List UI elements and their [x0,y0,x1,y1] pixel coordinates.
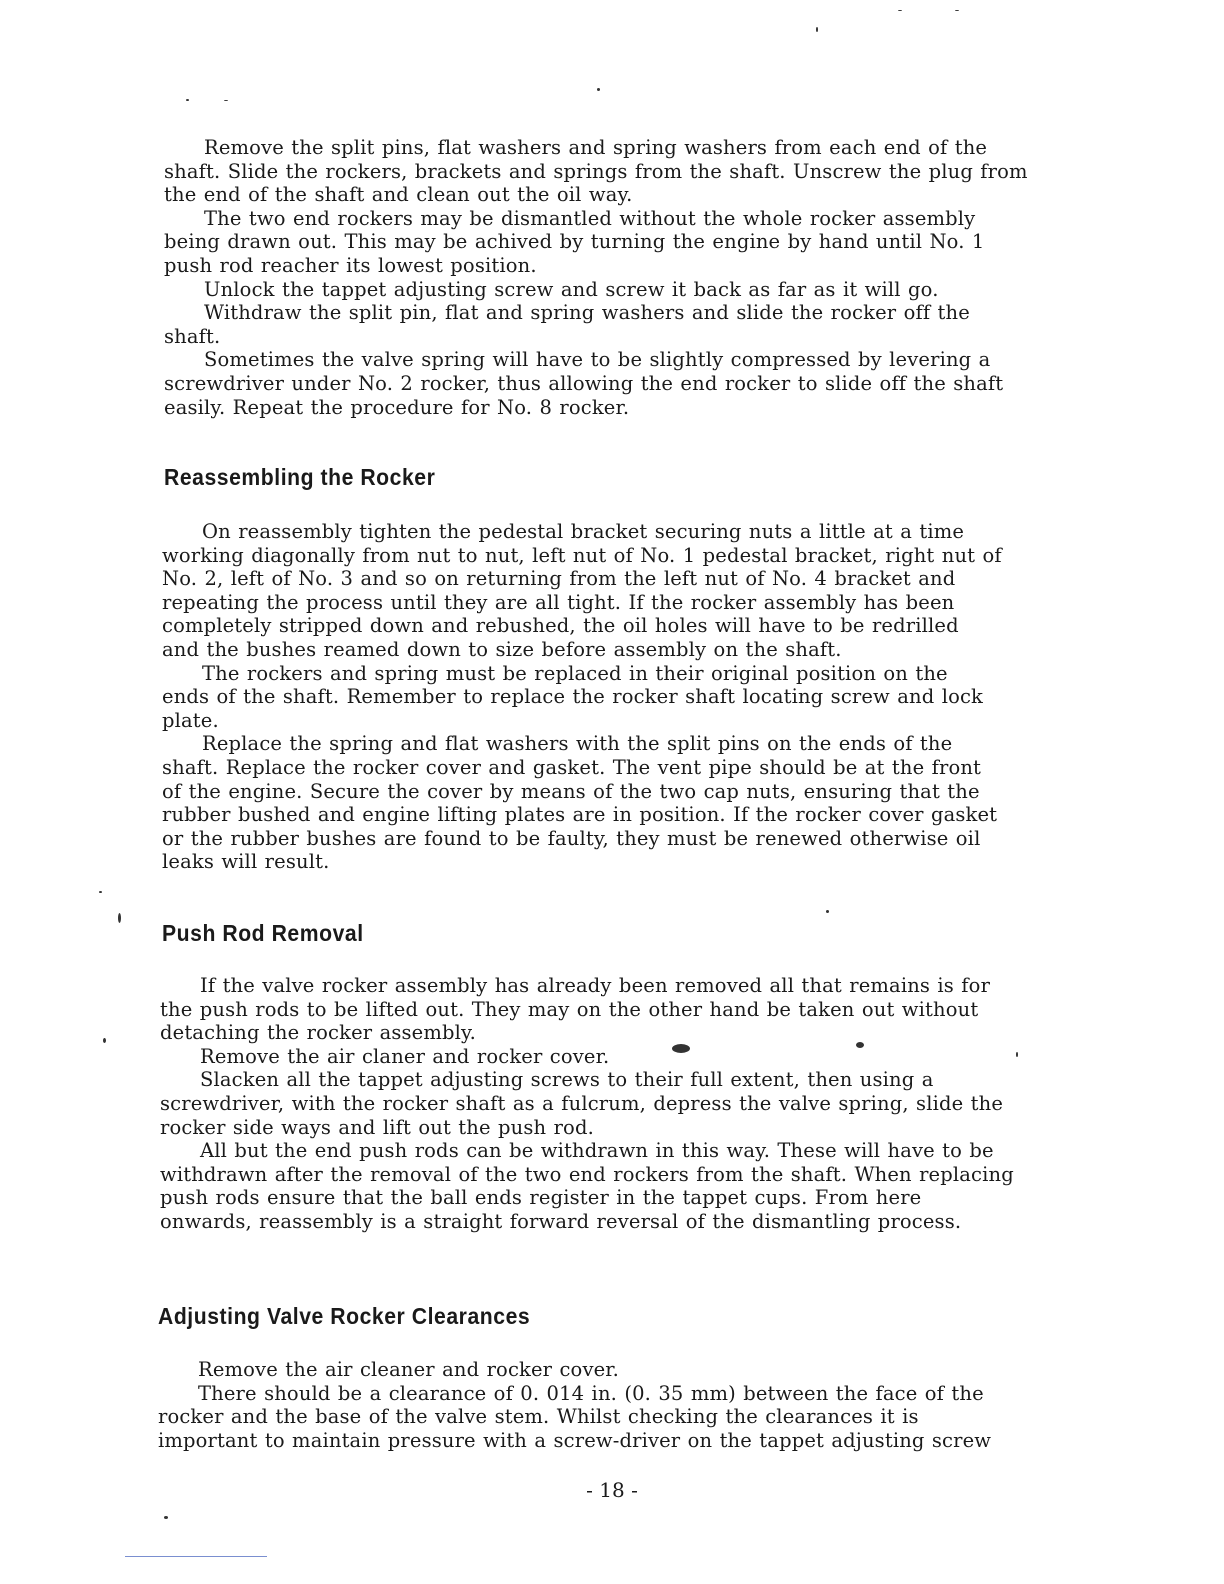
scan-speck [955,10,959,11]
section-heading-push-rod: Push Rod Removal [162,920,364,946]
scan-speck [597,88,600,91]
section-heading-adjusting: Adjusting Valve Rocker Clearances [158,1303,531,1329]
scan-speck [826,910,829,913]
adjusting-paragraph: Remove the air cleaner and rocker cover. [198,1358,619,1381]
scan-speck [103,1038,106,1043]
reassembling-paragraph: Replace the spring and flat washers with the split pins on the ends of the shaft. Replace the rocker cover and gasket. The vent pipe should be at the front of the engine. Secure the cover by means of the two cap nuts, ensuring that the rubber bushed and engine lifting plates are in position. If the rocker cover gasket or the rubber bushes are found to be faulty, they must be renewed otherwise oil leaks will result. [162,732,998,874]
push-rod-paragraph: Slacken all the tappet adjusting screws to their full extent, then using a screwdriver, with the rocker shaft as a fulcrum, depress the valve spring, slide the rocker side ways and lift out the push rod. [160,1068,1004,1139]
page-number: - 18 - [586,1478,638,1502]
intro-paragraph: The two end rockers may be dismantled without the whole rocker assembly being drawn out. This may be achived by turning the engine by hand until No. 1 push rod reacher its lowest position. [164,206,985,277]
scan-speck [118,913,121,923]
push-rod-paragraph: All but the end push rods can be withdrawn in this way. These will have to be withdrawn after the removal of the two end rockers from the shaft. When replacing push rods ensure that the ball ends register in the tappet cups. From here onwards, reassembly is a straight forward reversal of the dismantling process. [160,1139,1014,1233]
scan-speck [898,10,902,11]
intro-section [164,136,1030,419]
reassembling-paragraph: On reassembly tighten the pedestal bracket securing nuts a little at a time working diagonally from nut to nut, left nut of No. 1 pedestal bracket, right nut of No. 2, left of No. 3 and so on returning from the left nut of No. 4 bracket and repeating the process until they are all tight. If the rocker assembly has been completely stripped down and rebushed, the oil holes will have to be redrilled and the bushes reamed down to size before assembly on the shaft. [162,520,1002,661]
intro-paragraph: Withdraw the split pin, flat and spring washers and slide the rocker off the shaft. [164,301,970,348]
section-heading-reassembling: Reassembling the Rocker [164,464,436,490]
scan-speck [672,1044,690,1053]
intro-paragraph: Sometimes the valve spring will have to be slightly compressed by levering a screwdriver under No. 2 rocker, thus allowing the end rocker to slide off the shaft easily. Repeat the procedure for No. 8 rocker. [164,348,1004,419]
adjusting-paragraph: There should be a clearance of 0. 014 in. (0. 35 mm) between the face of the rocker and the base of the valve stem. Whilst checking the clearances it is important to maintain pressure with a screw-driver on the tappet adjusting screw [158,1381,992,1452]
scan-speck [1016,1052,1018,1057]
scan-line [125,1556,267,1557]
scan-speck [99,891,102,893]
scan-speck [856,1042,864,1048]
push-rod-section [160,974,1016,1234]
reassembling-section [162,520,1002,874]
reassembling-paragraph: The rockers and spring must be replaced in their original position on the ends of the shaft. Remember to replace the rocker shaft locating screw and lock plate. [162,661,984,732]
scan-speck [224,100,228,101]
scan-speck [186,99,189,101]
scan-speck [164,1516,168,1519]
adjusting-section [158,1358,994,1452]
push-rod-paragraph: If the valve rocker assembly has already been removed all that remains is for the push rods to be lifted out. They may on the other hand be taken out without detaching the rocker assembly. [160,974,991,1045]
intro-paragraph: Unlock the tappet adjusting screw and screw it back as far as it will go. [204,277,939,301]
push-rod-paragraph: Remove the air claner and rocker cover. [200,1044,610,1068]
scan-speck [816,27,818,32]
intro-paragraph: Remove the split pins, flat washers and spring washers from each end of the shaft. Slide the rockers, brackets and springs from the shaft. Unscrew the plug from the end of the shaft and clean out the oil way. [164,136,1028,207]
